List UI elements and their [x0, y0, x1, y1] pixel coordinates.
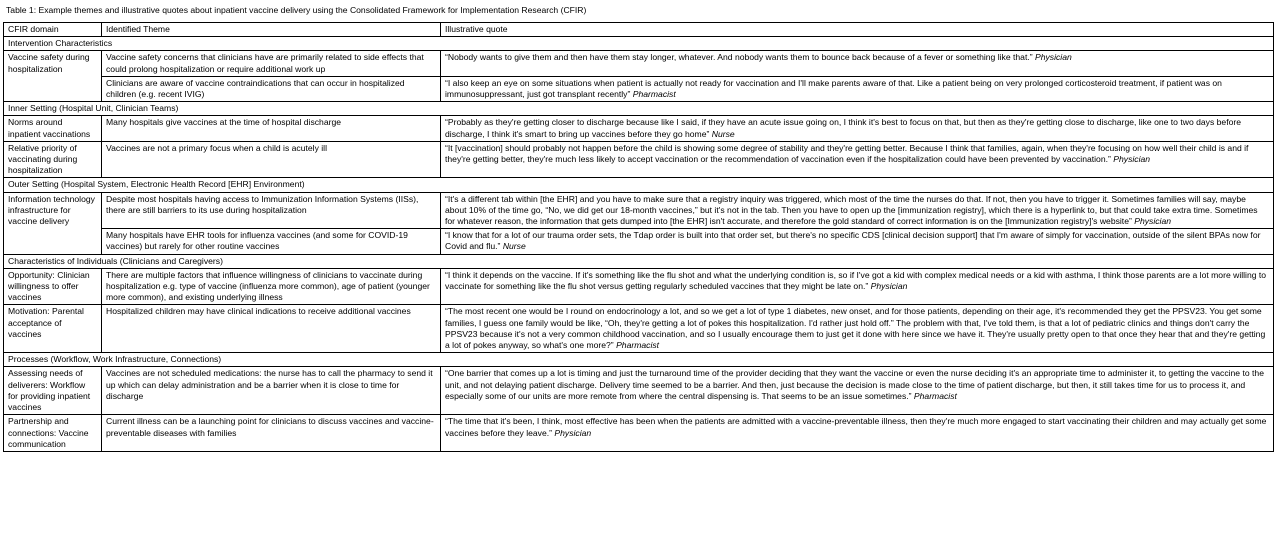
quote-cell: [441, 192, 1274, 229]
table-row: [4, 116, 1274, 141]
quote-text: “It [vaccination] should probably not happen before the child is showing some degree of stability and they're getting better. Because I think that families, again, when they're focusing on how well their child is and if they're getting better, they're much less likely to accept vaccination or the recommendation of vaccination even if the hospitalization could have been prevented by vaccination.”: [445, 142, 1249, 165]
theme-cell: Clinicians are aware of vaccine contraindications that can occur in hospitalized children (e.g. recent IVIG): [102, 76, 441, 101]
section-title: Inner Setting (Hospital Unit, Clinician Teams): [4, 102, 1274, 116]
table-caption: Table 1: Example themes and illustrative quotes about inpatient vaccine delivery using the Consolidated Framework for Implementation Research (CFIR): [6, 5, 587, 15]
quote-cell: [441, 229, 1274, 254]
table-row: [4, 415, 1274, 452]
quote-text: “I think it depends on the vaccine. If it's something like the flu shot and what the underlying condition is, so if I've got a kid with complex medical needs or a kid with asthma, I think those parents are a lot more willing to vaccinate for something like the flu shot versus getting regularly scheduled vaccines that they might be late on.”: [445, 269, 1267, 292]
cfir-domain-cell: Information technology infrastructure for vaccine delivery: [4, 192, 102, 254]
section-title: Characteristics of Individuals (Clinicians and Caregivers): [4, 254, 1274, 268]
section-title: Outer Setting (Hospital System, Electronic Health Record [EHR] Environment): [4, 178, 1274, 192]
header-cell-domain: CFIR domain: [4, 23, 102, 37]
theme-cell: There are multiple factors that influence willingness of clinicians to vaccinate during hospitalization e.g. type of vaccine (influenza more common), age of patient (younger more common), and existing underlying illness: [102, 268, 441, 305]
cfir-domain-cell: Norms around inpatient vaccinations: [4, 116, 102, 141]
header-cell-theme: Identified Theme: [102, 23, 441, 37]
section-row: [4, 353, 1274, 367]
quote-role: Nurse: [502, 241, 526, 252]
section-title: Intervention Characteristics: [4, 37, 1274, 51]
table-row: [4, 76, 1274, 101]
cfir-domain-cell: Partnership and connections: Vaccine communication: [4, 415, 102, 452]
table-row: [4, 51, 1274, 76]
section-row: [4, 254, 1274, 268]
theme-cell: Vaccines are not a primary focus when a child is acutely ill: [102, 141, 441, 178]
table-row: [4, 192, 1274, 229]
quote-cell: [441, 76, 1274, 101]
theme-cell: Vaccines are not scheduled medications: the nurse has to call the pharmacy to send it up which can delay administration and be a barrier when it is close to time for discharge: [102, 367, 441, 415]
table-row: [4, 229, 1274, 254]
quote-cell: [441, 268, 1274, 305]
quote-cell: [441, 367, 1274, 415]
section-row: [4, 102, 1274, 116]
cfir-domain-cell: Assessing needs of deliverers: Workflow for providing inpatient vaccines: [4, 367, 102, 415]
theme-cell: Despite most hospitals having access to Immunization Information Systems (IISs), there are still barriers to its use during hospitalization: [102, 192, 441, 229]
theme-cell: Current illness can be a launching point for clinicians to discuss vaccines and vaccine-preventable diseases with families: [102, 415, 441, 452]
theme-cell: Many hospitals have EHR tools for influenza vaccines (and some for COVID-19 vaccines) but rarely for other routine vaccines: [102, 229, 441, 254]
table-row: [4, 268, 1274, 305]
quote-text: “The most recent one would be I round on endocrinology a lot, and so we get a lot of type 1 diabetes, new onset, and for those patients, depending on their age, it's recommended they get the PPSV23. You get some families, I guess one family would be like, “Oh, they're getting a lot of pokes this hospitalization. I'd rather just hold off.” The problem with that, I've told them, is that a lot of pediatric clinics and things don't carry the PPSV23 because it's not a very common childhood vaccination, and so I usually encourage them to just get it done with here since we have it. They're usually pretty open to that once they hear that and they're getting a lot of pokes anyway, so what's one more?”: [445, 306, 1266, 351]
quote-role: Physician: [1134, 216, 1172, 227]
table-row: [4, 305, 1274, 353]
cfir-domain-cell: Motivation: Parental acceptance of vaccines: [4, 305, 102, 353]
table-body: [4, 23, 1274, 452]
section-row: [4, 37, 1274, 51]
cfir-domain-cell: Opportunity: Clinician willingness to offer vaccines: [4, 268, 102, 305]
quote-cell: [441, 305, 1274, 353]
quote-role: Physician: [1034, 52, 1072, 63]
theme-cell: Vaccine safety concerns that clinicians have are primarily related to side effects that could prolong hospitalization or require additional work up: [102, 51, 441, 76]
quote-cell: [441, 141, 1274, 178]
cfir-domain-cell: Relative priority of vaccinating during hospitalization: [4, 141, 102, 178]
table-row: [4, 367, 1274, 415]
theme-cell: Many hospitals give vaccines at the time of hospital discharge: [102, 116, 441, 141]
quote-text: “It's a different tab within [the EHR] and you have to make sure that a registry inquiry was triggered, which most of the time the nurses do that. If not, then you have to trigger it. Sometimes families will say, maybe about 10% of the time go, “No, we did get our 18-month vaccines,” but it's not in the tab. Then you have to open up the [immunization registry], which there is a hyperlink to, but that could take extra time. Sometimes for whatever reason, the information that gets dumped into [the EHR] isn't accurate, and therefore the gold standard of correct information is on the [Immunization registry]'s website”: [445, 193, 1258, 227]
table-header-row: [4, 23, 1274, 37]
quote-role: Pharmacist: [632, 89, 676, 100]
quote-text: “I know that for a lot of our trauma order sets, the Tdap order is built into that order set, but there's no specific CDS [clinical decision support] that I'm aware of simply for vaccination, outside of the silent BPAs now for Covid and flu.”: [445, 230, 1261, 252]
quote-role: Physician: [870, 281, 908, 292]
cfir-domain-cell: Vaccine safety during hospitalization: [4, 51, 102, 102]
section-row: [4, 178, 1274, 192]
quote-text: “One barrier that comes up a lot is timing and just the turnaround time of the provider deciding that they want the vaccine or even the nurse deciding it's an appropriate time to administer it, to getting the vaccine to the unit, and not delaying patient discharge. Delivery time seemed to be a barrier. And then, just because the decision is made close to the time of patient discharge, but then, it still takes time for us to process it, and especially some of our units are more remote from where the central dispensing is. That seems to be an issue sometimes.”: [445, 368, 1264, 401]
quote-role: Physician: [554, 427, 592, 438]
quote-cell: [441, 116, 1274, 141]
quote-text: “The time that it's been, I think, most effective has been when the patients are admitted with a vaccine-preventable illness, then they're much more engaged to start vaccinating their children and may actually get some vaccines before they leave.”: [445, 416, 1267, 438]
cfir-table: [3, 22, 1274, 452]
quote-cell: [441, 51, 1274, 76]
quote-text: “I also keep an eye on some situations when patient is actually not ready for vaccination and I'll make parents aware of that. Like a patient being on very prolonged corticosteroid treatment, if patient was on immunosuppressant, just got transplant recently”: [445, 77, 1222, 100]
quote-role: Nurse: [711, 128, 735, 139]
section-title: Processes (Workflow, Work Infrastructure, Connections): [4, 353, 1274, 367]
quote-text: “Nobody wants to give them and then have them stay longer, whatever. And nobody wants them to bounce back because of a fever or something like that.”: [445, 52, 1033, 63]
quote-role: Pharmacist: [616, 340, 660, 351]
table-row: [4, 141, 1274, 178]
quote-role: Pharmacist: [913, 390, 957, 401]
quote-cell: [441, 415, 1274, 452]
theme-cell: Hospitalized children may have clinical indications to receive additional vaccines: [102, 305, 441, 353]
quote-text: “Probably as they're getting closer to discharge because like I said, if they have an acute issue going on, I think it's best to focus on that, but then as they're getting close to discharge, like one to two days before discharge, I think it's smart to bring up vaccines before they go home”: [445, 117, 1242, 139]
header-cell-quote: Illustrative quote: [441, 23, 1274, 37]
quote-role: Physician: [1113, 154, 1151, 165]
